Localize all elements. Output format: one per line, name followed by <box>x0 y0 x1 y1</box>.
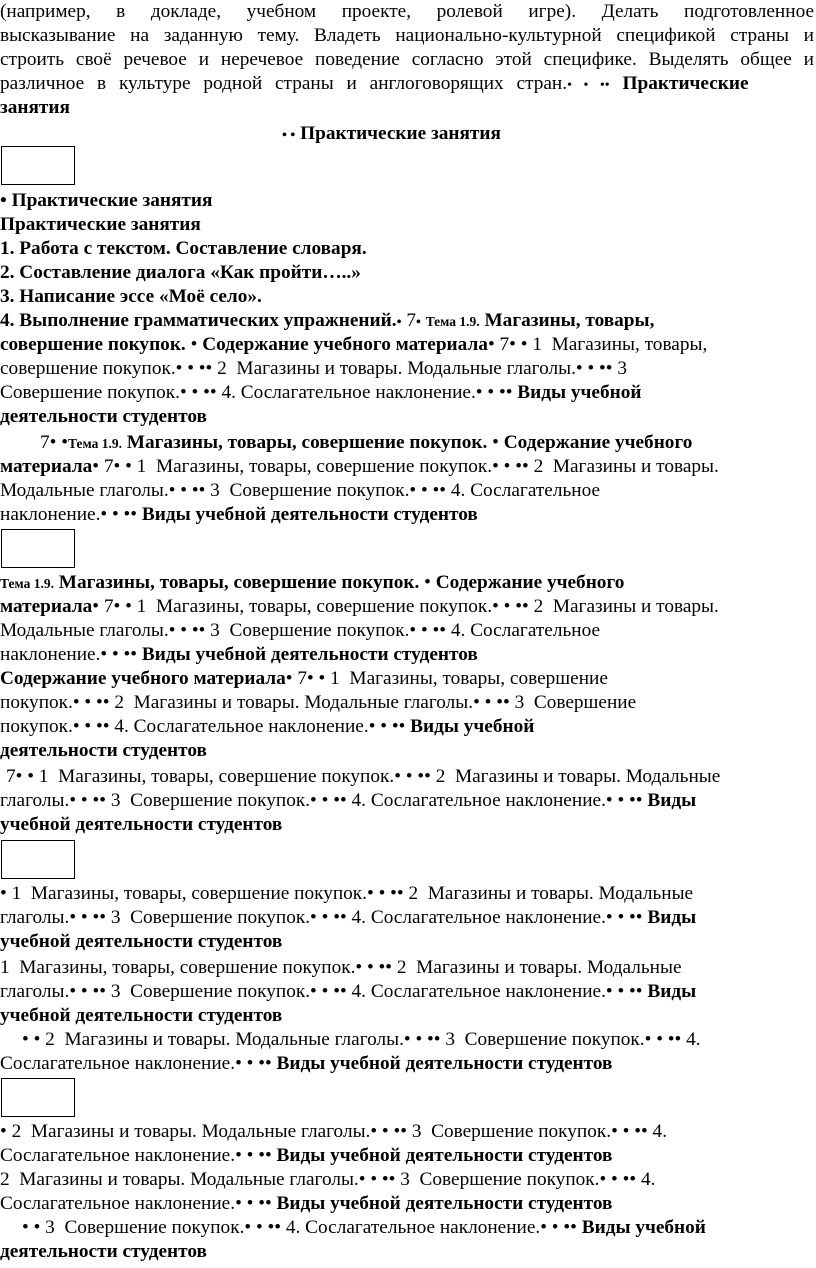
item-1-text: покупок. <box>0 692 73 713</box>
bullet-glyphs: • • •• <box>567 78 610 93</box>
block3-line-10 <box>0 789 814 813</box>
content-label: Содержание учебного материала <box>202 334 488 355</box>
block1-line-3 <box>0 357 814 381</box>
bullet-glyphs: • • •• <box>473 692 510 713</box>
block3-line-5 <box>0 667 814 691</box>
block2-line-3 <box>0 479 814 503</box>
activities-label: Виды учебной деятельности студентов <box>276 1053 613 1074</box>
bullet-glyph: • <box>415 315 421 330</box>
block5-line-2 <box>0 1144 814 1168</box>
item-number: 4. <box>652 1121 668 1142</box>
bullet-glyphs: • • •• <box>409 480 447 501</box>
block4-line-7 <box>22 1028 814 1052</box>
item-4-text: Сослагательное наклонение. <box>240 382 476 403</box>
item-number: 2 <box>217 358 227 379</box>
bullet-glyphs: • • •• <box>310 790 347 811</box>
item-2-text: Магазины и товары. Модальные <box>416 957 682 978</box>
block3-line-7 <box>0 715 814 739</box>
bullet-glyphs: • • <box>509 334 528 355</box>
item-1-text: Магазины, товары, совершение покупок. <box>58 766 395 787</box>
bullet-glyphs: • • •• <box>409 620 447 641</box>
item-3-text: Совершение покупок. <box>130 981 311 1002</box>
bullet-glyph: • <box>487 334 495 355</box>
bullet-glyphs: • • •• <box>69 981 106 1002</box>
item-number: 3 <box>210 480 220 501</box>
bullet-glyphs: • • •• <box>475 382 513 403</box>
block3-line-4 <box>0 643 814 667</box>
topic-title: Магазины, товары, <box>479 310 655 331</box>
bullet-glyphs: • • •• <box>72 692 110 713</box>
item-3-text: Совершение покупок. <box>229 480 410 501</box>
item-4-text: Сослагательное наклонение. <box>305 1217 541 1238</box>
block4-line-1 <box>0 882 814 906</box>
item-2-text: Магазины и товары. <box>552 456 719 477</box>
content-label: Содержание учебного <box>435 572 625 593</box>
practical-center-heading <box>282 122 682 148</box>
item-number: 4. <box>686 1029 701 1050</box>
bullet-glyphs: • • •• <box>69 907 106 928</box>
bullet-glyphs: • • •• <box>168 620 206 641</box>
topic-label: Тема 1.9. <box>425 314 480 329</box>
block4-line-2 <box>0 906 814 930</box>
bullet-glyphs: • • •• <box>72 716 110 737</box>
item-number: 4. <box>114 716 129 737</box>
item-1-text: совершение покупок. <box>0 358 176 379</box>
item-4-text: наклонение. <box>0 504 101 525</box>
activities-label: Виды учебной <box>410 716 535 737</box>
bullet-glyph: • <box>92 456 100 477</box>
bullet-glyphs: • • •• <box>492 456 529 477</box>
activities-label: Виды учебной деятельности студентов <box>276 1145 613 1166</box>
activities-label: Виды <box>647 981 697 1002</box>
bullet-glyphs: • • <box>113 456 132 477</box>
content-label: материала <box>0 596 93 617</box>
bullet-glyphs: • • <box>306 668 326 689</box>
item-2-text: Магазины и товары. <box>552 596 719 617</box>
practical-center-text: Практические занятия <box>295 123 501 144</box>
item-4-text: Сослагательное наклонение. <box>370 790 606 811</box>
item-3-text: Совершение покупок. <box>130 790 311 811</box>
block5-line-3 <box>0 1168 814 1192</box>
bullet-glyphs: • • •• <box>244 1217 282 1238</box>
item-3-text: Совершение покупок. <box>0 382 180 403</box>
block5-line-1 <box>0 1120 814 1144</box>
block4-line-5 <box>0 980 814 1004</box>
task-1: 1. Работа с текстом. Составление словаря. <box>0 238 367 259</box>
item-1-text: Магазины, товары, совершение покупок. <box>19 957 356 978</box>
empty-box <box>1 840 75 879</box>
task-3: 3. Написание эссе «Моё село». <box>0 286 262 307</box>
block4-line-6: учебной деятельности студентов <box>0 1005 283 1026</box>
block3-line-2 <box>0 595 814 619</box>
item-number: 3 <box>445 1029 456 1050</box>
item-1-text: Магазины, товары, совершение покупок. <box>30 883 367 904</box>
activities-label: Виды учебной деятельности студентов <box>141 644 478 665</box>
item-number: 3 <box>400 1169 410 1190</box>
item-number: 2 <box>0 1169 10 1190</box>
activities-label: Виды учебной деятельности студентов <box>276 1193 613 1214</box>
content-label: Содержание учебного <box>503 432 693 453</box>
item-number: 4. <box>221 382 236 403</box>
bullet-glyphs: • • •• <box>235 1193 272 1214</box>
item-3-text: Совершение покупок. <box>431 1121 612 1142</box>
empty-box <box>1 529 75 568</box>
item-number: 1 <box>0 957 10 978</box>
hours: 7 <box>6 766 16 787</box>
item-2-text: Магазины и товары. Модальные глаголы. <box>30 1121 371 1142</box>
practical-bullet-heading: • Практические занятия <box>0 190 213 211</box>
bullet-glyphs: • • •• <box>394 766 431 787</box>
bullet-glyph: • <box>190 334 198 355</box>
item-1-text: Магазины, товары, совершение <box>349 668 608 689</box>
bullet-glyph: • <box>424 572 431 593</box>
item-number: 2 <box>11 1121 22 1142</box>
item-number: 3 <box>617 358 628 379</box>
hours: 7 <box>103 596 114 617</box>
bullet-glyphs: • • <box>15 766 34 787</box>
activities-label: Виды учебной <box>517 382 642 403</box>
bullet-glyph: • <box>492 432 499 453</box>
bullet-glyphs: • • •• <box>605 981 643 1002</box>
item-2-text: Магазины и товары. Модальные глаголы. <box>133 692 474 713</box>
item-3-text: Совершение покупок. <box>464 1029 645 1050</box>
item-number: 2 <box>533 596 544 617</box>
bullet-glyph: • <box>49 432 57 453</box>
topic-label: Тема 1.9. <box>0 576 54 591</box>
item-4-text: Сослагательное наклонение. <box>0 1053 236 1074</box>
topic-title-cont: совершение покупок. <box>0 334 186 355</box>
item-1-text: Магазины, товары, <box>551 334 708 355</box>
item-number: 2 <box>533 456 544 477</box>
bullet-glyphs: • • •• <box>100 504 138 525</box>
activities-label: Виды учебной деятельности студентов <box>141 504 478 525</box>
block3-line-11: учебной деятельности студентов <box>0 814 283 835</box>
bullet-glyphs: • • •• <box>492 596 529 617</box>
item-number: 4. <box>285 1217 301 1238</box>
item-number: 1 <box>38 766 49 787</box>
task-2: 2. Составление диалога «Как пройти…..» <box>0 262 361 283</box>
bullet-glyphs: • • •• <box>168 480 206 501</box>
item-2-text: Магазины и товары. Модальные глаголы. <box>64 1029 404 1050</box>
bullet-glyphs: • • <box>22 1217 41 1238</box>
item-3-text: Совершение покупок. <box>130 907 311 928</box>
bullet-glyphs: • • •• <box>540 1217 577 1238</box>
item-number: 4. <box>450 620 466 641</box>
block4-line-8 <box>0 1052 814 1076</box>
intro-line-5: занятия <box>0 97 70 118</box>
bullet-glyphs: • • •• <box>100 644 138 665</box>
hours: 7 <box>297 668 307 689</box>
bullet-glyphs: • • •• <box>235 1145 272 1166</box>
hours: 7 <box>499 334 510 355</box>
bullet-glyphs: • • •• <box>370 1121 407 1142</box>
bullet-glyphs: • • •• <box>175 358 213 379</box>
item-4-text: Сослагательное <box>470 480 601 501</box>
item-4-text: Сослагательное <box>470 620 601 641</box>
item-4-text: Сослагательное наклонение. <box>0 1145 236 1166</box>
item-4-text: Сослагательное наклонение. <box>0 1193 236 1214</box>
item-number: 4. <box>640 1169 656 1190</box>
item-2-text: Модальные глаголы. <box>0 620 169 641</box>
block3-line-6 <box>0 691 814 715</box>
block5-line-6: деятельности студентов <box>0 1241 207 1262</box>
bullet-glyphs: • • •• <box>367 883 404 904</box>
bullet-glyphs: • • •• <box>575 358 613 379</box>
bullet-glyphs: • • •• <box>310 981 347 1002</box>
item-number: 3 <box>411 1121 422 1142</box>
block3-line-1 <box>0 571 814 596</box>
activities-label: Виды <box>647 790 697 811</box>
block1-line-2 <box>0 333 814 357</box>
block3-line-9 <box>6 765 816 789</box>
item-number: 1 <box>330 668 340 689</box>
item-number: 3 <box>45 1217 55 1238</box>
item-3-text: Совершение <box>533 692 637 713</box>
bullet-glyphs: • • •• <box>358 1169 396 1190</box>
bullet-glyphs: • • •• <box>644 1029 682 1050</box>
item-number: 2 <box>435 766 446 787</box>
intro-line-3: строить своё речевое и неречевое поведение согласно этой специфике. Выделять общее и <box>0 49 814 70</box>
item-number: 4. <box>351 790 366 811</box>
item-2-text: Магазины и товары. Модальные глаголы. <box>236 358 576 379</box>
activities-label: Виды учебной <box>581 1217 706 1238</box>
block3-line-3 <box>0 619 814 643</box>
bullet-glyphs: • • •• <box>605 790 643 811</box>
item-1-text: Магазины, товары, совершение покупок. <box>155 456 493 477</box>
block3-line-8: деятельности студентов <box>0 740 207 761</box>
item-2-text: глаголы. <box>0 981 70 1002</box>
content-label: материала <box>0 456 93 477</box>
block4-line-3: учебной деятельности студентов <box>0 931 283 952</box>
bullet-glyphs: • • •• <box>355 957 393 978</box>
item-number: 3 <box>514 692 525 713</box>
topic-title: Магазины, товары, совершение покупок. <box>121 432 488 453</box>
item-number: 2 <box>45 1029 55 1050</box>
item-number: 1 <box>532 334 542 355</box>
empty-box <box>1 146 75 185</box>
bullet-glyph: • <box>285 668 293 689</box>
block1-line-4 <box>0 381 814 405</box>
item-number: 2 <box>396 957 407 978</box>
bullet-glyphs: • • •• <box>599 1169 637 1190</box>
block5-line-5 <box>22 1216 814 1240</box>
bullet-glyphs: • • •• <box>368 716 406 737</box>
practical-inline: Практические <box>609 73 749 94</box>
bullet-glyph: • <box>0 1121 7 1142</box>
bullet-glyphs: • • •• <box>69 790 106 811</box>
empty-box <box>1 1078 75 1117</box>
block2-line-4 <box>0 503 814 527</box>
practical-heading: Практические занятия <box>0 214 201 235</box>
topic-title: Магазины, товары, совершение покупок. <box>53 572 420 593</box>
item-1-text: Магазины, товары, совершение покупок. <box>155 596 493 617</box>
item-3-text: Совершение покупок. <box>64 1217 245 1238</box>
item-4-text: Сослагательное наклонение. <box>370 907 606 928</box>
item-2-text: Модальные глаголы. <box>0 480 169 501</box>
item-2-text: глаголы. <box>0 790 70 811</box>
block2-line-1 <box>40 431 814 456</box>
block4-line-4 <box>0 956 814 980</box>
item-4-text: Сослагательное наклонение. <box>370 981 606 1002</box>
item-3-text: Совершение покупок. <box>419 1169 600 1190</box>
bullet-glyphs: • • <box>282 128 296 143</box>
bullet-glyphs: • • •• <box>611 1121 648 1142</box>
bullet-glyphs: • • •• <box>403 1029 441 1050</box>
item-4-text: наклонение. <box>0 644 101 665</box>
block5-line-4 <box>0 1192 814 1216</box>
block1-line-5: деятельности студентов <box>0 406 207 427</box>
item-number: 4. <box>450 480 466 501</box>
bullet-glyphs: • • •• <box>310 907 347 928</box>
task-4-line <box>0 309 814 335</box>
item-number: 3 <box>210 620 220 641</box>
intro-line-2: высказывание на заданную тему. Владеть национально-культурной спецификой страны и <box>0 25 814 46</box>
block2-line-2 <box>0 455 814 479</box>
intro-line-4-text: различное в культуре родной страны и англоговорящих стран. <box>0 73 568 94</box>
bullet-glyph: • <box>92 596 100 617</box>
intro-line-1: (например, в докладе, учебном проекте, ролевой игре). Делать подготовленное <box>0 1 814 22</box>
activities-label: Виды <box>647 907 697 928</box>
item-2-text: Магазины и товары. Модальные глаголы. <box>19 1169 359 1190</box>
bullet-glyph: • <box>396 315 402 330</box>
bullet-glyphs: • • <box>113 596 132 617</box>
item-number: 1 <box>136 456 147 477</box>
task-4: 4. Выполнение грамматических упражнений. <box>0 310 397 331</box>
topic-label: Тема 1.9. <box>68 436 122 451</box>
hours: 7 <box>40 432 50 453</box>
item-number: 1 <box>11 883 22 904</box>
bullet-glyphs: • • •• <box>179 382 217 403</box>
item-4-text: Сослагательное наклонение. <box>133 716 369 737</box>
item-3-text: покупок. <box>0 716 73 737</box>
hours: 7 <box>406 310 416 331</box>
item-number: 1 <box>136 596 147 617</box>
item-number: 4. <box>351 981 366 1002</box>
bullet-glyph: • <box>61 432 68 453</box>
bullet-glyphs: • • <box>22 1029 41 1050</box>
item-3-text: Совершение покупок. <box>229 620 410 641</box>
bullet-glyphs: • • •• <box>235 1053 272 1074</box>
item-number: 2 <box>408 883 419 904</box>
item-2-text: глаголы. <box>0 907 70 928</box>
item-number: 2 <box>114 692 124 713</box>
item-number: 4. <box>351 907 366 928</box>
bullet-glyph: • <box>0 883 7 904</box>
item-number: 3 <box>110 981 121 1002</box>
intro-line-4 <box>0 72 814 98</box>
item-2-text: Магазины и товары. Модальные <box>454 766 721 787</box>
item-number: 3 <box>110 907 121 928</box>
item-2-text: Магазины и товары. Модальные <box>427 883 694 904</box>
item-number: 3 <box>110 790 121 811</box>
bullet-glyphs: • • •• <box>605 907 643 928</box>
content-label: Содержание учебного материала <box>0 668 286 689</box>
hours: 7 <box>103 456 114 477</box>
